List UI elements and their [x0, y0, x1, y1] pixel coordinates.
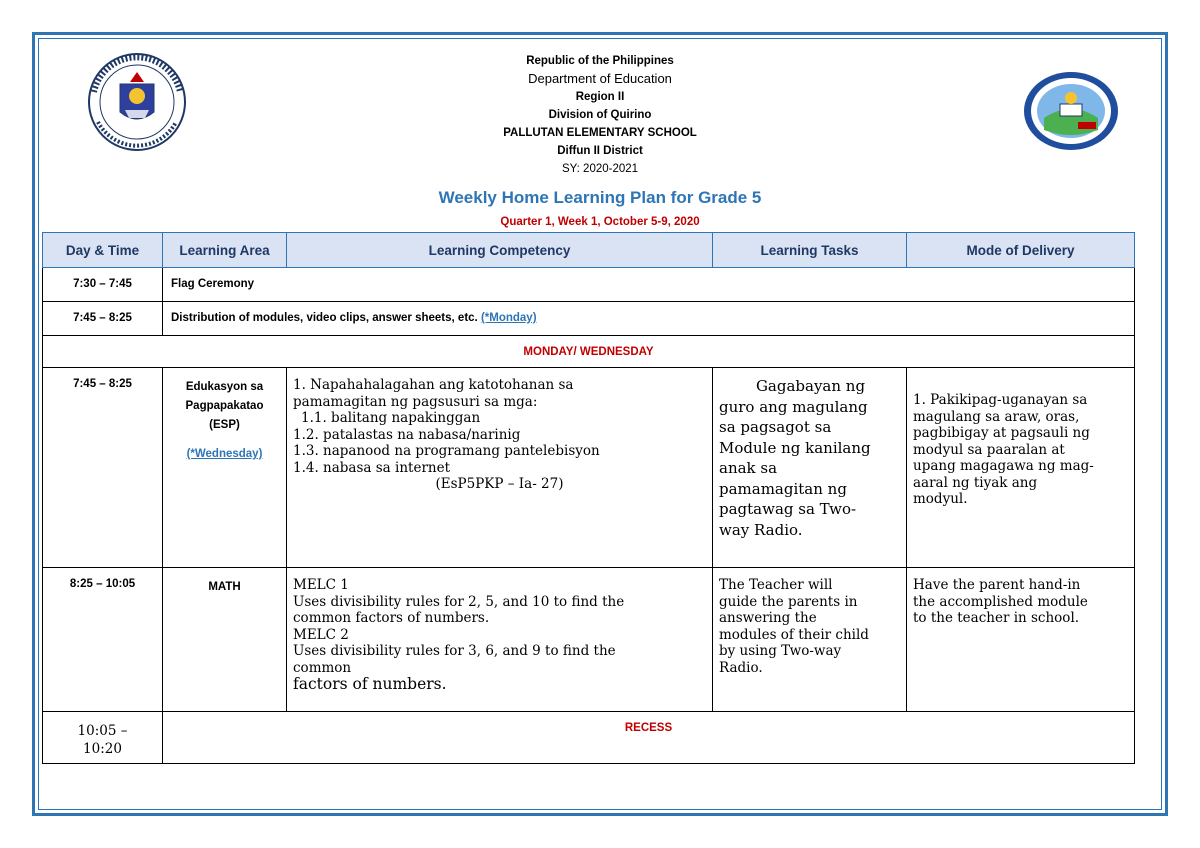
math-competency — [287, 568, 713, 712]
esp-task-line: sa pagsagot sa — [719, 418, 832, 436]
header-learning-area: Learning Area — [163, 233, 287, 268]
distribution-cell — [163, 302, 1135, 336]
table-row — [43, 568, 1135, 712]
esp-learning-area — [163, 368, 287, 568]
header-learning-competency: Learning Competency — [287, 233, 713, 268]
table-header-row — [43, 233, 1135, 268]
district-label: Diffun II District — [557, 145, 643, 157]
division-label: Division of Quirino — [548, 109, 652, 121]
document-header — [0, 52, 1200, 231]
esp-task-line: guro ang magulang — [719, 397, 868, 416]
monday-wednesday-label: MONDAY/ WEDNESDAY — [43, 336, 1135, 368]
math-task-line: by using Two-way — [719, 643, 842, 659]
table-row — [43, 712, 1135, 764]
department-label: Department of Education — [528, 71, 672, 86]
math-delivery-line: Have the parent hand-in — [913, 577, 1081, 593]
math-competency-line: Uses divisibility rules for 2, 5, and 10 to find the — [293, 593, 625, 610]
learning-plan-table — [42, 232, 1135, 764]
esp-competency-code: (EsP5PKP – Ia- 27) — [435, 476, 564, 492]
math-competency-line: MELC 1 — [293, 577, 349, 593]
republic-label: Republic of the Philippines — [526, 55, 674, 67]
math-time: 8:25 – 10:05 — [43, 568, 163, 712]
esp-area-line: Pagpapakatao — [185, 400, 264, 412]
math-task-line: answering the — [719, 610, 817, 626]
monday-link[interactable]: (*Monday) — [480, 312, 537, 324]
esp-task-line: way Radio. — [719, 520, 803, 539]
esp-task-line: Module ng kanilang — [719, 438, 871, 457]
esp-learning-tasks — [713, 368, 907, 568]
math-mode-of-delivery — [907, 568, 1135, 712]
esp-competency-line: 1.4. nabasa sa internet — [293, 459, 451, 476]
esp-delivery-line: aaral ng tiyak ang — [913, 474, 1038, 491]
math-task-line: Radio. — [719, 659, 763, 676]
table-row — [43, 302, 1135, 336]
esp-competency-line: pamamagitan ng pagsusuri sa mga: — [293, 393, 538, 410]
math-competency-line: common factors of numbers. — [293, 610, 490, 626]
math-task-line: modules of their child — [719, 626, 869, 643]
recess-time — [43, 712, 163, 764]
esp-task-line: pagtawag sa Two- — [719, 500, 857, 518]
esp-competency-line: 1.1. balitang napakinggan — [301, 410, 481, 426]
header-learning-tasks: Learning Tasks — [713, 233, 907, 268]
region-label: Region II — [575, 91, 625, 103]
esp-competency-line: 1. Napahahalagahan ang katotohanan sa — [293, 377, 574, 393]
esp-task-line: Gagabayan ng — [755, 377, 866, 395]
math-competency-line: MELC 2 — [293, 626, 349, 643]
quarter-label: Quarter 1, Week 1, October 5-9, 2020 — [500, 216, 700, 228]
table-row — [43, 336, 1135, 368]
school-name: PALLUTAN ELEMENTARY SCHOOL — [503, 127, 697, 139]
distribution-time: 7:45 – 8:25 — [43, 302, 163, 336]
math-competency-line: common — [293, 659, 352, 676]
esp-delivery-line: modyul. — [913, 491, 968, 507]
flag-ceremony: Flag Ceremony — [163, 268, 1135, 302]
math-task-line: The Teacher will — [719, 577, 833, 593]
flag-time: 7:30 – 7:45 — [43, 268, 163, 302]
esp-delivery-line: upang magagawa ng mag- — [913, 458, 1094, 474]
wednesday-link[interactable]: (*Wednesday) — [186, 448, 263, 460]
recess-time-line: 10:20 — [83, 741, 122, 757]
esp-competency-line: 1.3. napanood na programang pantelebisyon — [293, 443, 600, 459]
page-title: Weekly Home Learning Plan for Grade 5 — [438, 188, 762, 207]
esp-delivery-line: modyul sa paaralan at — [913, 441, 1065, 458]
esp-delivery-line: pagbibigay at pagsauli ng — [913, 425, 1090, 441]
esp-area-line: (ESP) — [209, 419, 240, 431]
distribution-text: Distribution of modules, video clips, answer sheets, etc. — [171, 312, 481, 324]
school-year: SY: 2020-2021 — [561, 163, 639, 175]
math-learning-area: MATH — [163, 568, 287, 712]
math-task-line: guide the parents in — [719, 593, 858, 610]
math-competency-last-line: factors of numbers. — [293, 675, 447, 693]
math-delivery-line: the accomplished module — [913, 593, 1088, 610]
esp-delivery-line: 1. Pakikipag-uganayan sa — [913, 392, 1088, 408]
esp-task-line: anak sa — [719, 459, 778, 477]
math-learning-tasks — [713, 568, 907, 712]
esp-competency-line: 1.2. patalastas na nabasa/narinig — [293, 426, 521, 443]
recess-time-line: 10:05 – — [77, 723, 128, 739]
recess-label: RECESS — [163, 712, 1135, 764]
esp-task-line: pamamagitan ng — [719, 479, 847, 498]
header-mode-of-delivery: Mode of Delivery — [907, 233, 1135, 268]
esp-mode-of-delivery — [907, 368, 1135, 568]
table-row — [43, 368, 1135, 568]
math-delivery-line: to the teacher in school. — [913, 610, 1080, 626]
table-row — [43, 268, 1135, 302]
esp-area-line: Edukasyon sa — [185, 381, 264, 393]
esp-competency — [287, 368, 713, 568]
math-competency-line: Uses divisibility rules for 3, 6, and 9 to find the — [293, 643, 616, 659]
esp-delivery-line: magulang sa araw, oras, — [913, 408, 1080, 425]
esp-time: 7:45 – 8:25 — [43, 368, 163, 568]
header-day-time: Day & Time — [43, 233, 163, 268]
